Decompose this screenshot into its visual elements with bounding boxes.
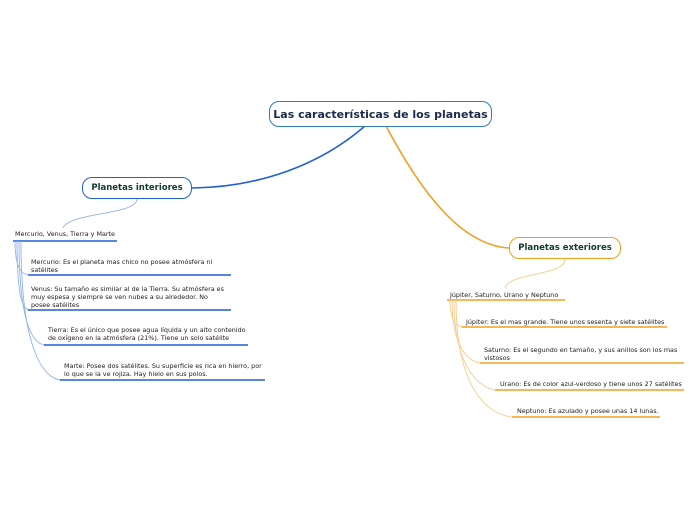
- leaf-tierra[interactable]: [48, 326, 248, 342]
- leaf-urano[interactable]: [500, 380, 685, 388]
- leaf-mercurio[interactable]: [31, 258, 221, 274]
- leaf-text: Neptuno: Es azulado y posee unas 14 lunas.: [517, 407, 659, 415]
- link-root-interiores: [192, 126, 365, 188]
- link-root-exteriores: [386, 126, 509, 248]
- leaf-text: Urano: Es de color azul-verdoso y tiene unos 27 satélites: [500, 380, 682, 388]
- topic-planetas-interiores[interactable]: [82, 177, 192, 199]
- leaf-neptuno[interactable]: [517, 407, 667, 415]
- leaf-venus[interactable]: [31, 285, 227, 309]
- leaf-text: Saturno: Es el segundo en tamaño, y sus anillos son los mas vistosos: [484, 346, 678, 362]
- leaf-saturno[interactable]: [484, 346, 680, 362]
- link-interiores-summary: [63, 199, 137, 228]
- leaf-text: Tierra: Es el único que posee agua líquida y un alto contenido de oxígeno en la atmósfera (21%). Tiene un solo satélite: [48, 326, 246, 342]
- leaf-text: Júpiter: Es el mas grande. Tiene unos sesenta y siete satélites: [466, 318, 665, 326]
- subtopic-label: Mercurio, Venus, Tierra y Marte: [15, 230, 115, 238]
- leaf-marte[interactable]: [64, 362, 264, 378]
- topic-planetas-exteriores[interactable]: [509, 237, 621, 259]
- link-exteriores-summary: [505, 259, 565, 288]
- leaf-text: Mercurio: Es el planeta mas chico no posee atmósfera ni satélites: [31, 258, 213, 274]
- leaf-text: Venus: Su tamaño es similar al de la Tierra. Su atmósfera es muy espesa y siempre se ven nubes a su alrededor. No posee satélites: [31, 285, 224, 309]
- topic-title: Planetas exteriores: [518, 243, 612, 253]
- root-title: Las características de los planetas: [273, 107, 488, 121]
- root-node[interactable]: [269, 101, 492, 127]
- leaf-text: Marte: Posee dos satélites. Su superficie es rica en hierro, por lo que se la ve rojiza. Hay hielo en sus polos.: [64, 362, 262, 378]
- topic-title: Planetas interiores: [91, 183, 183, 193]
- subtopic-exteriores-list[interactable]: [450, 291, 570, 299]
- subtopic-label: Júpiter, Saturno, Urano y Neptuno: [450, 291, 559, 299]
- subtopic-interiores-list[interactable]: [15, 230, 125, 238]
- leaf-jupiter[interactable]: [466, 318, 666, 326]
- link-urano: [454, 300, 497, 390]
